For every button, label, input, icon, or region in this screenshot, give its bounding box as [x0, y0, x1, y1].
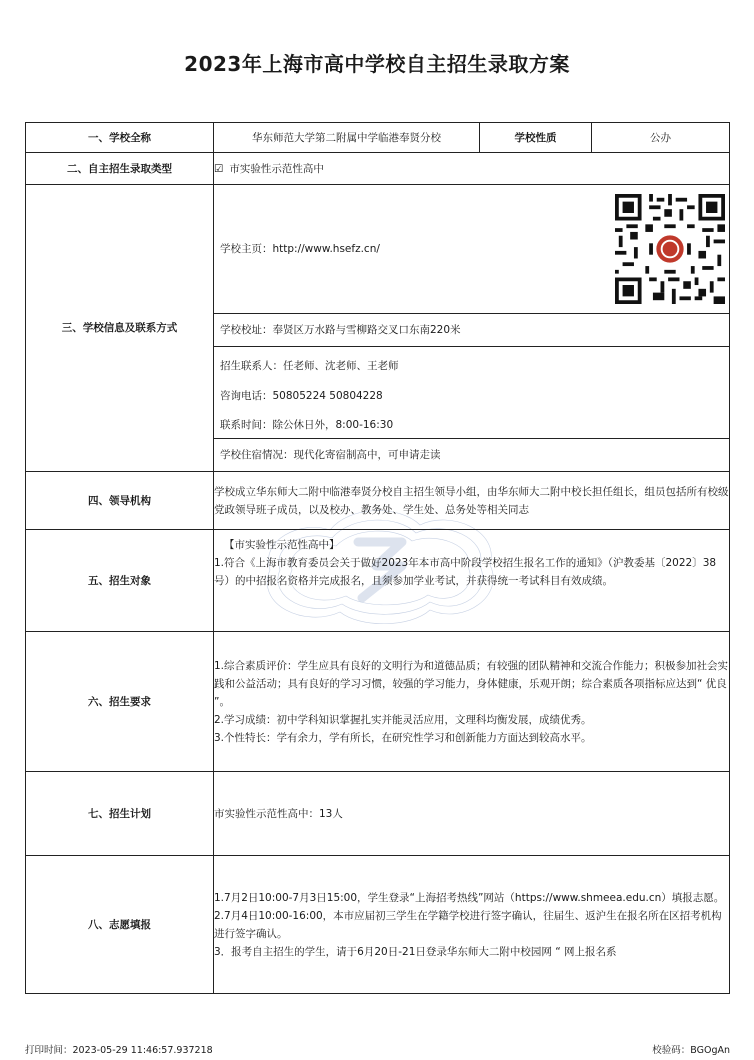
requirement-item: 1.综合素质评价：学生应具有良好的文明行为和道德品质；有较强的团队精神和交流合作能力；积极参加社会实践和公益活动；具有良好的学习习惯，较强的学习能力，身体健康，乐观开朗；综合素质各项指标应达到“ 优良 ”。: [214, 659, 729, 708]
application-item: 2.7月4日10:00-16:00，本市应届初三学生在学籍学校进行签字确认，往届生、返沪生在报名所在区招考机构进行签字确认。: [214, 909, 722, 940]
row-leadership: [26, 472, 730, 530]
row-plan: [26, 772, 730, 856]
label-school-info: 三、学校信息及联系方式: [26, 185, 214, 472]
requirement-item: 3.个性特长：学有余力，学有所长，在研究性学习和创新能力方面达到较高水平。: [214, 731, 592, 744]
target-cell: [214, 530, 730, 632]
label-application: 八、志愿填报: [26, 856, 214, 994]
requirements-cell: [214, 632, 730, 772]
row-school-name: [26, 123, 730, 153]
plan-text: 市实验性示范性高中：13人: [214, 772, 730, 856]
row-school-info: [26, 185, 730, 472]
page-title: 2023年上海市高中学校自主招生录取方案: [184, 52, 570, 76]
label-school-type: 学校性质: [480, 123, 592, 153]
label-plan: 七、招生计划: [26, 772, 214, 856]
school-info-cell: [214, 185, 730, 472]
target-text: 1.符合《上海市教育委员会关于做好2023年本市高中阶段学校招生报名工作的通知》（沪教委基〔2022〕38号）的中招报名资格并完成报名，且须参加学业考试，并获得统一考试科目有效成绩。: [214, 557, 717, 587]
verify-code: 校验码：BGOgAn: [652, 1045, 730, 1056]
label-admission-type: 二、自主招生录取类型: [26, 153, 214, 185]
row-application: [26, 856, 730, 994]
admission-type-value: 市实验性示范性高中: [229, 162, 324, 175]
application-item: 1.7月2日10:00-7月3日15:00，学生登录“上海招考热线”网站（https://www.shmeea.edu.cn）填报志愿。: [214, 891, 725, 904]
label-target: 五、招生对象: [26, 530, 214, 632]
row-target: [26, 530, 730, 632]
school-type-value: 公办: [592, 123, 730, 153]
label-requirements: 六、招生要求: [26, 632, 214, 772]
checked-checkbox-icon: ☑: [214, 162, 224, 175]
qr-code-icon: [615, 194, 725, 304]
leadership-text: 学校成立华东师大二附中临港奉贤分校自主招生领导小组，由华东师大二附中校长担任组长，组员包括所有校级党政领导班子成员，以及校办、教务处、学生处、总务处等相关同志: [214, 472, 730, 530]
application-item: 3．报考自主招生的学生，请于6月20日-21日登录华东师大二附中校园网 “ 网上报名系: [214, 945, 617, 958]
row-admission-type: [26, 153, 730, 185]
print-time: 打印时间：2023-05-29 11:46:57.937218: [25, 1045, 213, 1056]
homepage-text: 学校主页：http://www.hsefz.cn/: [220, 243, 380, 255]
address-row: [214, 313, 729, 346]
dorm-row: [214, 438, 729, 471]
contact-text: 招生联系人：任老师、沈老师、王老师: [220, 360, 399, 372]
admission-type-cell: [214, 153, 730, 185]
target-heading: 【市实验性示范性高中】: [224, 539, 340, 551]
homepage-row: [214, 185, 729, 313]
address-text: 学校校址：奉贤区万水路与雪柳路交叉口东南220米: [220, 324, 461, 336]
row-requirements: [26, 632, 730, 772]
contact-block: [214, 346, 729, 438]
hours-text: 联系时间：除公休日外，8:00-16:30: [220, 419, 394, 431]
admission-form-table: [25, 122, 730, 994]
label-school-name: 一、学校全称: [26, 123, 214, 153]
dorm-text: 学校住宿情况：现代化寄宿制高中，可申请走读: [220, 449, 441, 461]
school-name-value: 华东师范大学第二附属中学临港奉贤分校: [214, 123, 480, 153]
application-cell: [214, 856, 730, 994]
label-leadership: 四、领导机构: [26, 472, 214, 530]
requirement-item: 2.学习成绩：初中学科知识掌握扎实并能灵活应用，文理科均衡发展，成绩优秀。: [214, 713, 592, 726]
phone-text: 咨询电话：50805224 50804228: [220, 390, 383, 402]
